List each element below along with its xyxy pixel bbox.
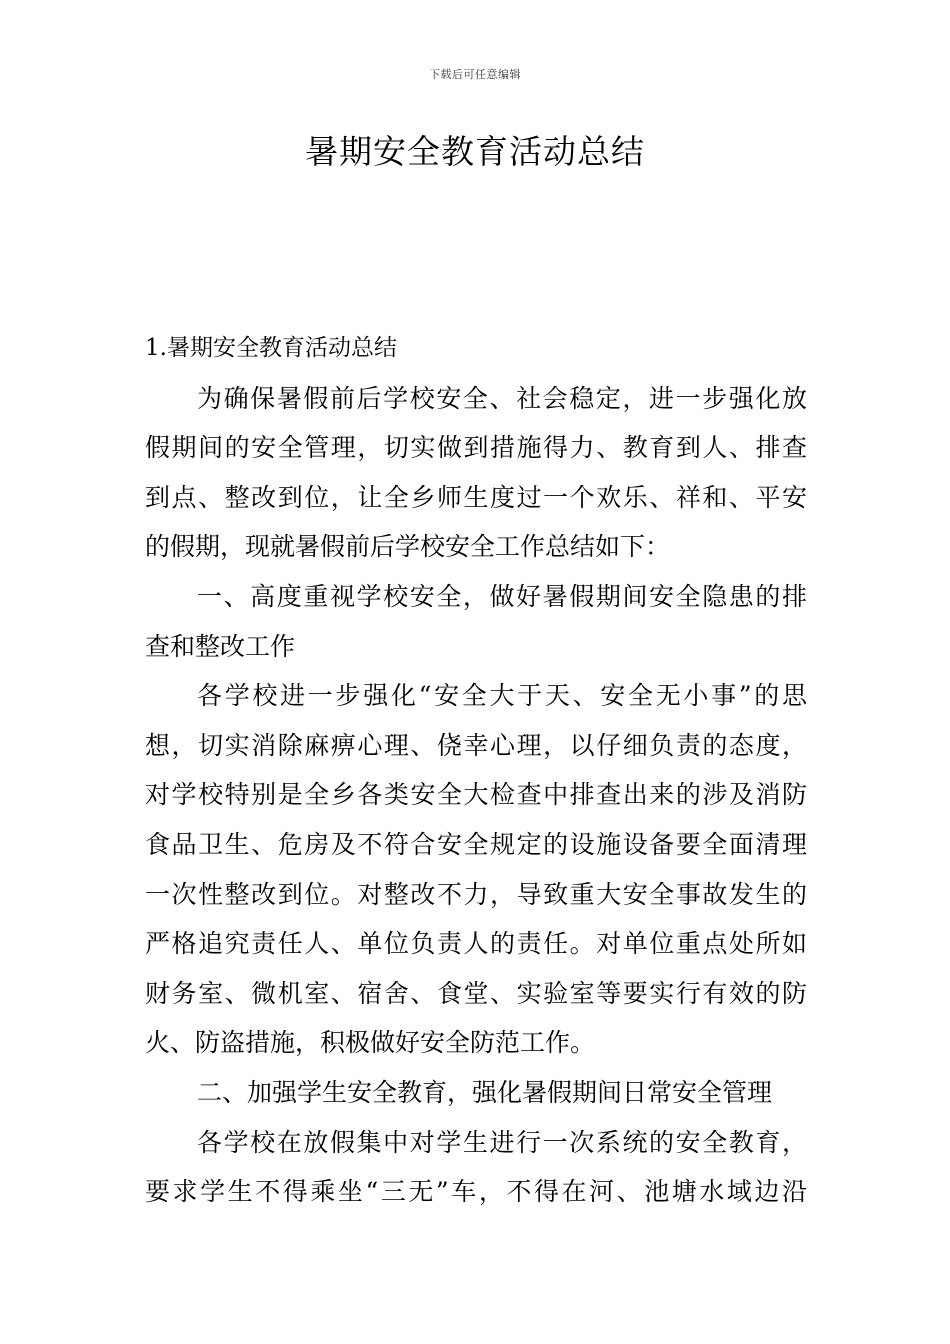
paragraph-line: 一次性整改到位。对整改不力，导致重大安全事故发生的	[145, 879, 807, 909]
paragraph-line: 为确保暑假前后学校安全、社会稳定，进一步强化放	[197, 383, 807, 413]
paragraph-line: 要求学生不得乘坐“三无”车，不得在河、池塘水域边沿	[145, 1177, 807, 1207]
paragraph-line: 食品卫生、危房及不符合安全规定的设施设备要全面清理	[145, 829, 807, 859]
paragraph-line: 到点、整改到位，让全乡师生度过一个欢乐、祥和、平安	[145, 482, 807, 512]
paragraph-line: 各学校在放假集中对学生进行一次系统的安全教育，	[197, 1127, 807, 1157]
paragraph-line: 对学校特别是全乡各类安全大检查中排查出来的涉及消防	[145, 780, 807, 810]
paragraph-line: 火、防盗措施，积极做好安全防范工作。	[145, 1028, 596, 1058]
document-title: 暑期安全教育活动总结	[305, 132, 645, 171]
paragraph-line: 想，切实消除麻痹心理、侥幸心理，以仔细负责的态度，	[145, 730, 807, 760]
paragraph-line: 各学校进一步强化“安全大于天、安全无小事”的思	[197, 681, 807, 711]
paragraph-line: 的假期，现就暑假前后学校安全工作总结如下：	[145, 532, 671, 562]
document-body	[145, 324, 807, 1217]
paragraph-line: 严格追究责任人、单位负责人的责任。对单位重点处所如	[145, 929, 807, 959]
section-heading: 1.暑期安全教育活动总结	[145, 335, 397, 361]
paragraph-line: 财务室、微机室、宿舍、食堂、实验室等要实行有效的防	[145, 978, 807, 1008]
paragraph-line: 一、高度重视学校安全，做好暑假期间安全隐患的排	[197, 581, 807, 611]
paragraph-line: 假期间的安全管理，切实做到措施得力、教育到人、排查	[145, 433, 807, 463]
paragraph-line: 查和整改工作	[145, 631, 296, 661]
paragraph-line: 二、加强学生安全教育，强化暑假期间日常安全管理	[197, 1077, 773, 1107]
header-note: 下载后可任意编辑	[429, 68, 521, 81]
